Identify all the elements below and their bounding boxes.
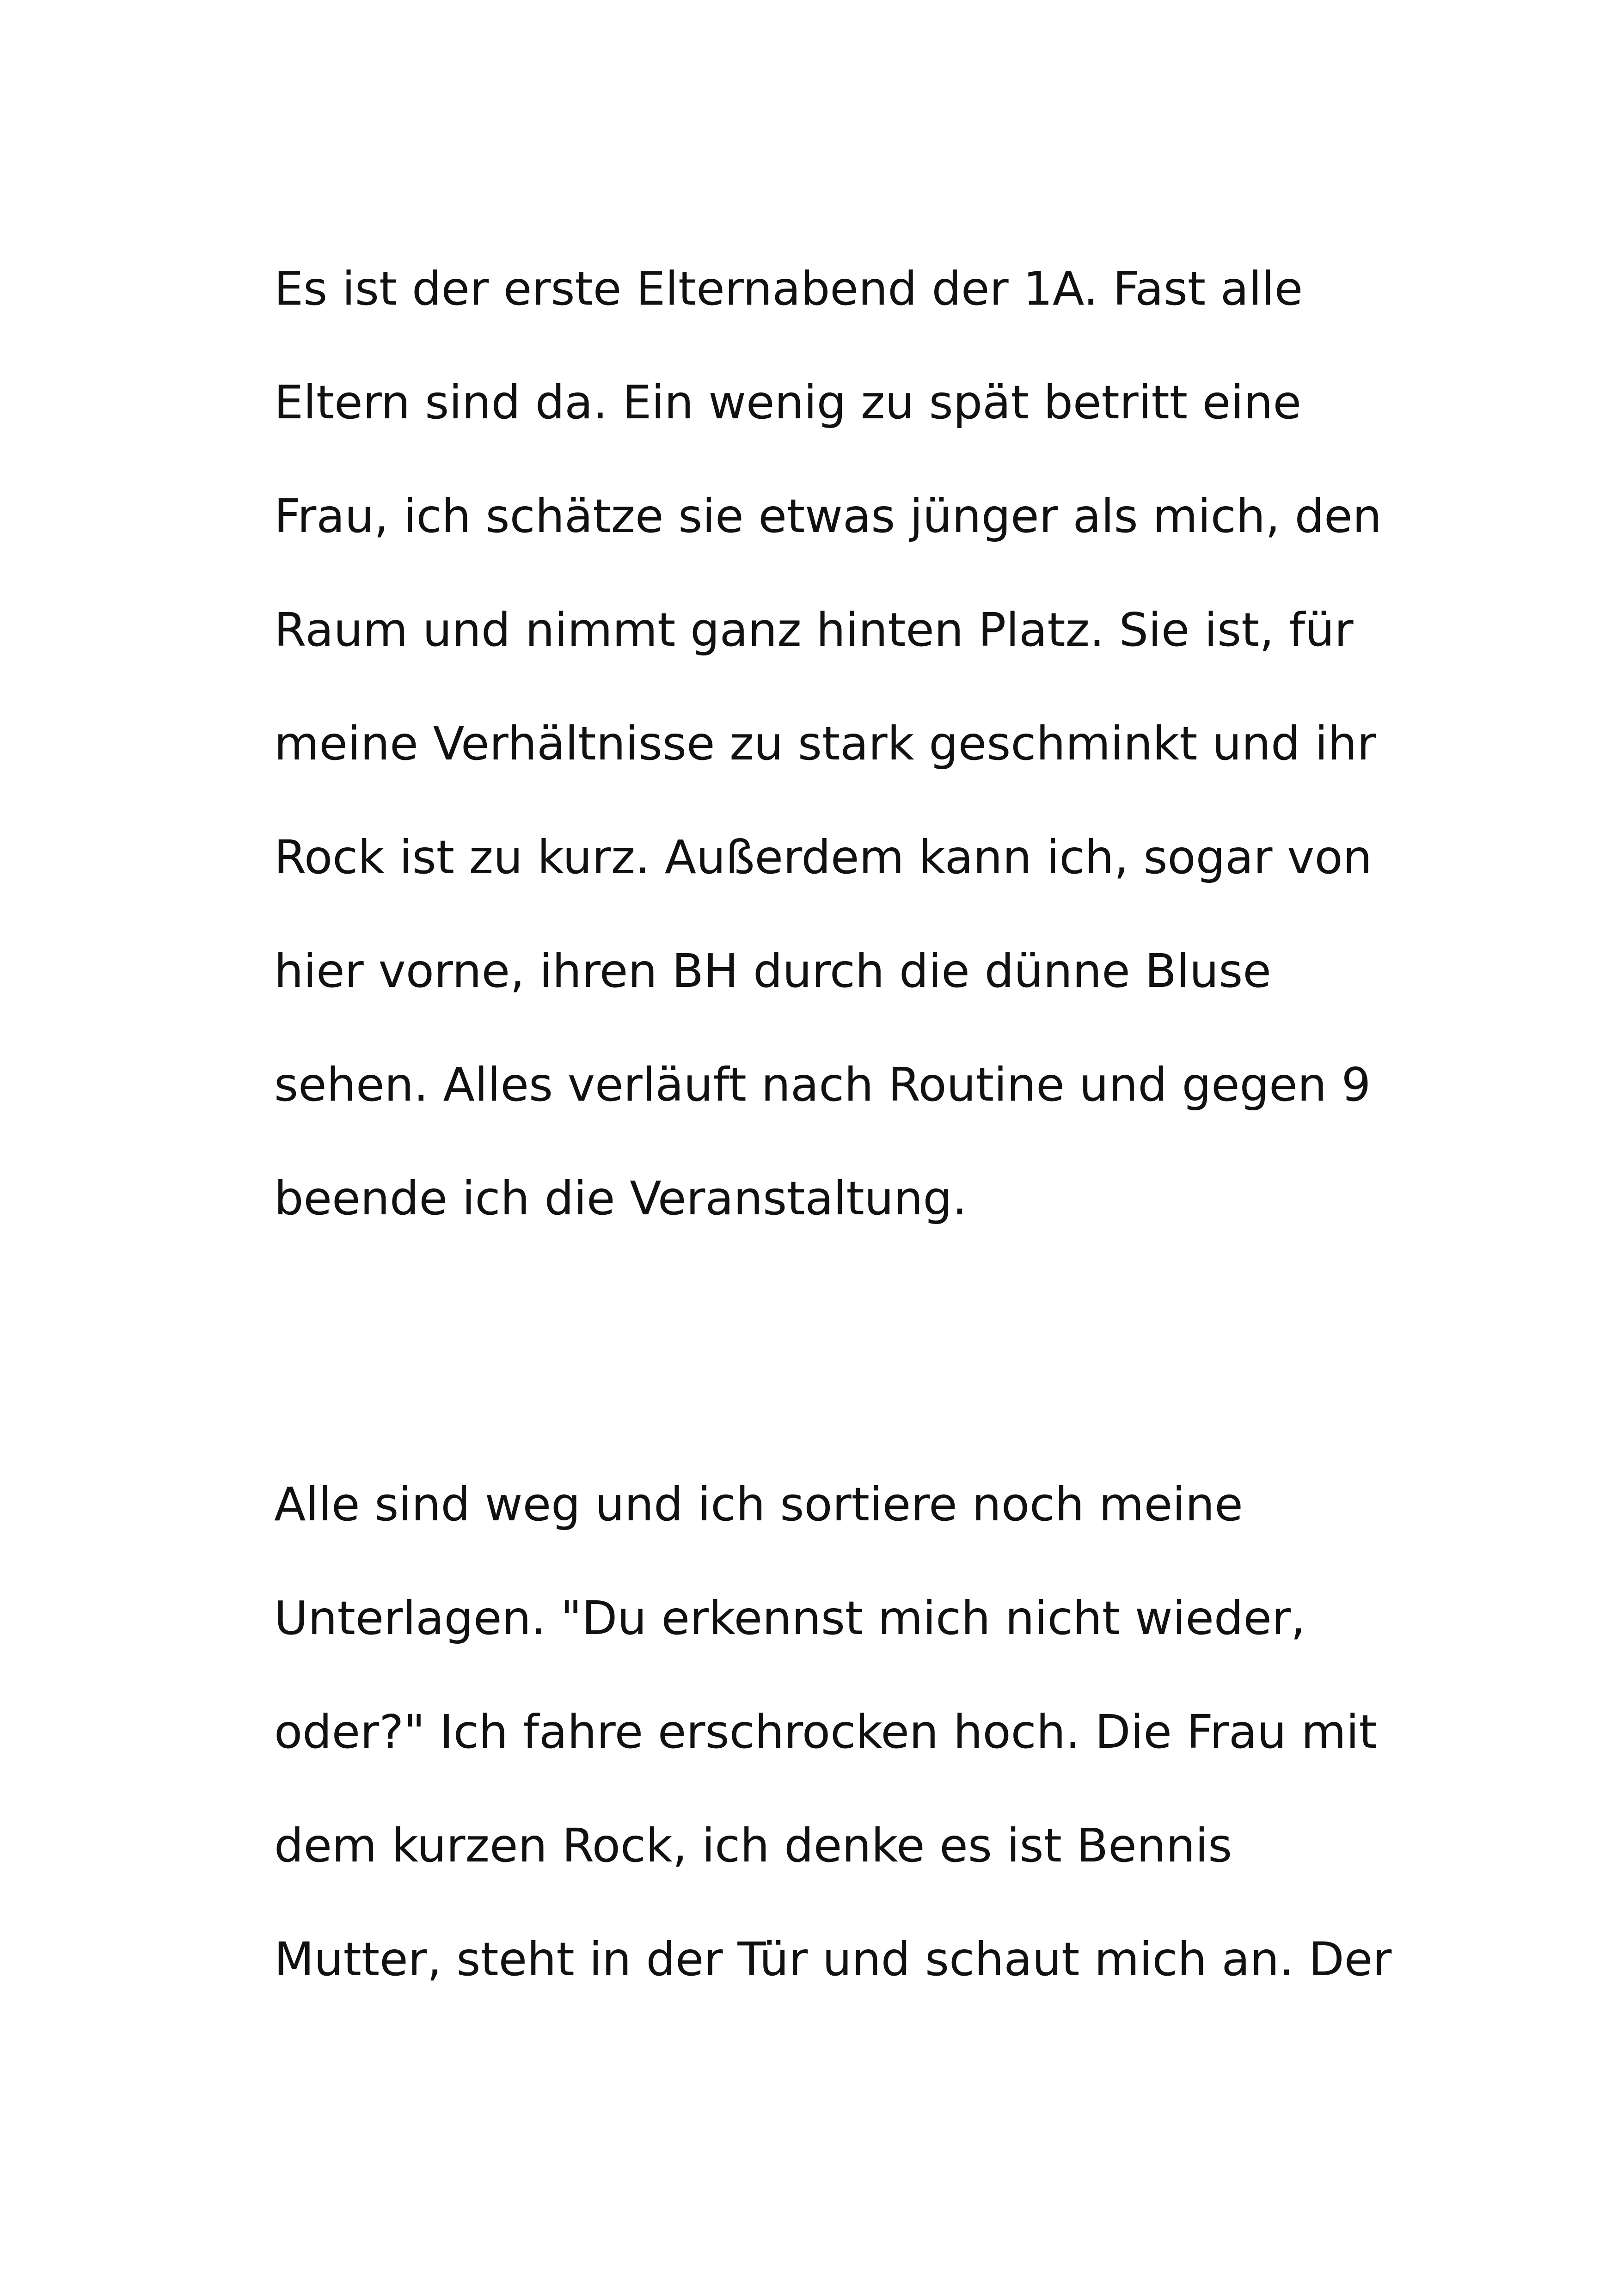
text-line: Mutter, steht in der Tür und schaut mich an. Der xyxy=(274,1932,1392,1986)
text-line: Alle sind weg und ich sortiere noch meine xyxy=(274,1477,1243,1531)
text-line: dem kurzen Rock, ich denke es ist Bennis xyxy=(274,1818,1232,1873)
text-line: Unterlagen. "Du erkennst mich nicht wieder, xyxy=(274,1591,1305,1645)
text-line: sehen. Alles verläuft nach Routine und gegen 9 xyxy=(274,1058,1371,1112)
paragraph-2 xyxy=(274,1477,1407,2050)
text-line: Frau, ich schätze sie etwas jünger als mich, den xyxy=(274,489,1382,543)
paragraph-1 xyxy=(274,262,1407,1289)
text-line: Rock ist zu kurz. Außerdem kann ich, sogar von xyxy=(274,830,1372,884)
text-line: Eltern sind da. Ein wenig zu spät betritt eine xyxy=(274,375,1301,429)
text-line: beende ich die Veranstaltung. xyxy=(274,1171,967,1225)
text-line: Es ist der erste Elternabend der 1A. Fast alle xyxy=(274,262,1303,316)
text-line: hier vorne, ihren BH durch die dünne Bluse xyxy=(274,944,1271,998)
text-line: Raum und nimmt ganz hinten Platz. Sie ist, für xyxy=(274,603,1354,657)
text-line: meine Verhältnisse zu stark geschminkt und ihr xyxy=(274,716,1376,771)
text-line: oder?" Ich fahre erschrocken hoch. Die Frau mit xyxy=(274,1705,1377,1759)
